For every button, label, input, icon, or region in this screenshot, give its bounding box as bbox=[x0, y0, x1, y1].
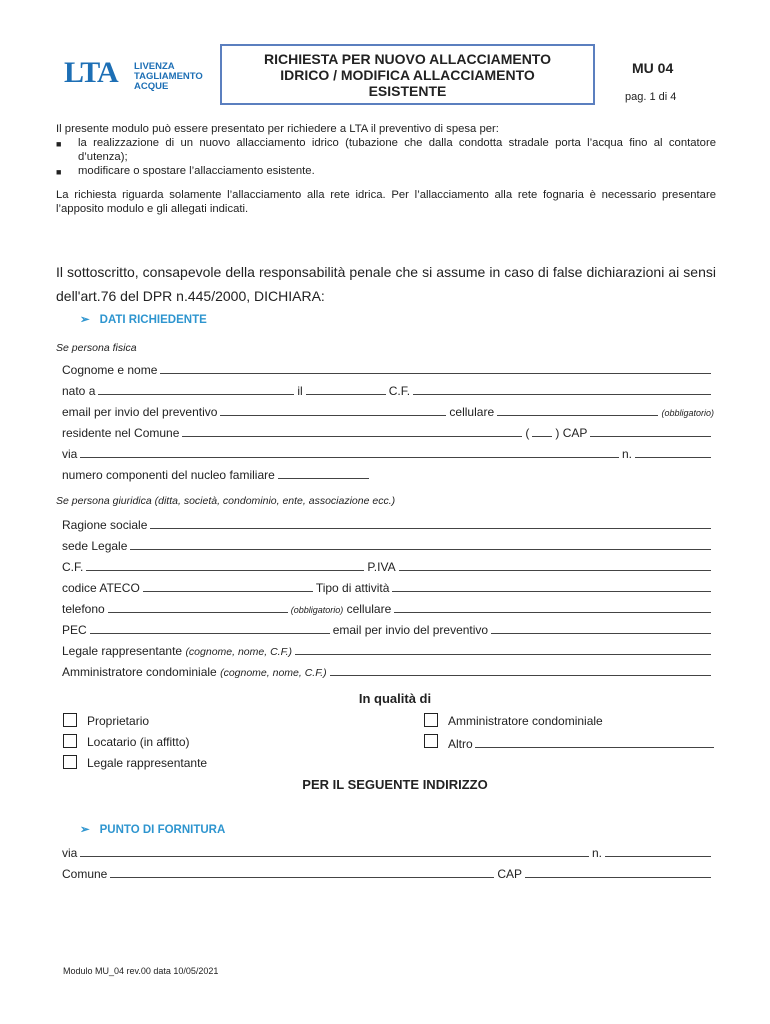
form-code: MU 04 bbox=[632, 60, 674, 76]
page-number: pag. 1 di 4 bbox=[625, 91, 677, 103]
checkbox-icon[interactable] bbox=[63, 713, 77, 727]
field-fornitura-comune[interactable]: Comune CAP bbox=[62, 866, 714, 881]
section-dati-richiedente: ➢ DATI RICHIEDENTE bbox=[80, 314, 207, 326]
field-sede-legale[interactable]: sede Legale bbox=[62, 538, 714, 553]
field-legale-rappresentante[interactable]: Legale rappresentante (cognome, nome, C.F.) bbox=[62, 643, 714, 658]
field-email-cellulare[interactable]: email per invio del preventivo cellulare (obbligatorio) bbox=[62, 405, 714, 419]
field-residenza[interactable]: residente nel Comune ( ) CAP bbox=[62, 425, 714, 440]
field-fornitura-via[interactable]: via n. bbox=[62, 845, 714, 860]
field-amministratore[interactable]: Amministratore condominiale (cognome, nome, C.F.) bbox=[62, 664, 714, 679]
intro-block bbox=[56, 122, 716, 179]
declaration-text: Il sottoscritto, consapevole della responsabilità penale che si assume in caso di false dichiarazioni ai sensi dell'art.76 del DPR n.445/2000, DICHIARA: bbox=[56, 264, 716, 304]
qualita-heading: In qualità di bbox=[358, 691, 432, 706]
persona-giuridica-heading: Se persona giuridica (ditta, società, condominio, ente, associazione ecc.) bbox=[56, 495, 396, 507]
field-via[interactable]: via n. bbox=[62, 446, 714, 461]
section-punto-fornitura: ➢ PUNTO DI FORNITURA bbox=[80, 824, 226, 836]
intro-bullet: ■ modificare o spostare l’allacciamento esistente. bbox=[56, 165, 315, 177]
field-telefono-cellulare[interactable]: telefono (obbligatorio) cellulare bbox=[62, 601, 714, 616]
logo-mark: LTA bbox=[64, 56, 118, 89]
checkbox-icon[interactable] bbox=[63, 734, 77, 748]
intro-note: La richiesta riguarda solamente l’allacciamento alla rete idrica. Per l’allacciamento alla rete fognaria è necessario presentare l’apposito modulo e gli allegati indicati. bbox=[56, 189, 716, 215]
checkbox-altro[interactable]: Altro bbox=[424, 734, 714, 751]
document-title: RICHIESTA PER NUOVO ALLACCIAMENTO IDRICO / MODIFICA ALLACCIAMENTO ESISTENTE bbox=[220, 44, 595, 105]
arrow-bullet-icon: ➢ bbox=[80, 314, 90, 326]
field-ateco-attivita[interactable]: codice ATECO Tipo di attività bbox=[62, 580, 714, 595]
checkbox-amministratore[interactable]: Amministratore condominiale bbox=[424, 713, 603, 728]
checkbox-icon[interactable] bbox=[63, 755, 77, 769]
field-cognome-nome[interactable]: Cognome e nome bbox=[62, 362, 714, 377]
indirizzo-heading: PER IL SEGUENTE INDIRIZZO bbox=[302, 777, 488, 792]
checkbox-icon[interactable] bbox=[424, 734, 438, 748]
company-logo bbox=[64, 56, 214, 98]
field-componenti[interactable]: numero componenti del nucleo familiare bbox=[62, 467, 372, 482]
arrow-bullet-icon: ➢ bbox=[80, 824, 90, 836]
field-pec-email[interactable]: PEC email per invio del preventivo bbox=[62, 622, 714, 637]
checkbox-icon[interactable] bbox=[424, 713, 438, 727]
footer-revision: Modulo MU_04 rev.00 data 10/05/2021 bbox=[63, 966, 219, 976]
checkbox-legale-rappresentante[interactable]: Legale rappresentante bbox=[63, 755, 207, 770]
intro-lead: Il presente modulo può essere presentato per richiedere a LTA il preventivo di spesa per: bbox=[56, 123, 499, 135]
field-ragione-sociale[interactable]: Ragione sociale bbox=[62, 517, 714, 532]
field-nascita[interactable]: nato a il C.F. bbox=[62, 383, 714, 398]
altro-line[interactable] bbox=[475, 736, 714, 748]
logo-text: LIVENZA TAGLIAMENTO ACQUE bbox=[134, 61, 203, 92]
field-cf-piva[interactable]: C.F. P.IVA bbox=[62, 559, 714, 574]
checkbox-proprietario[interactable]: Proprietario bbox=[63, 713, 149, 728]
persona-fisica-heading: Se persona fisica bbox=[56, 342, 137, 354]
checkbox-locatario[interactable]: Locatario (in affitto) bbox=[63, 734, 190, 749]
intro-bullet: ■ la realizzazione di un nuovo allacciamento idrico (tubazione che dalla condotta stradale porta l’acqua fino al contatore d’utenza); bbox=[56, 137, 716, 163]
